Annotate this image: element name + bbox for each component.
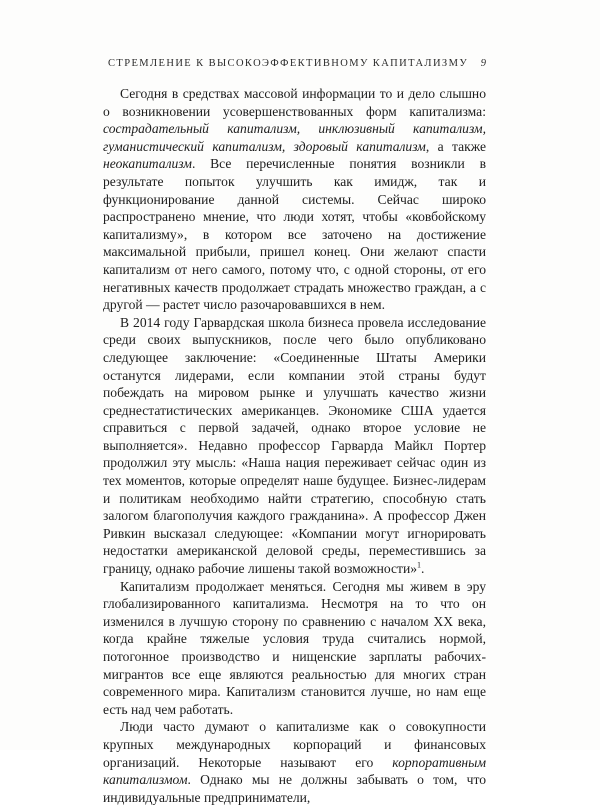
- paragraph-1-italic-neocapitalism: неокапитализм: [103, 156, 192, 172]
- paragraph-3: [103, 578, 486, 719]
- paragraph-1-text-c: . Все перечисленные понятия возникли в результате попыток улучшить как имидж, так и функционирование данной системы. Сейчас широко распространено мнение, что люди хотят, чтобы «ковбойскому капитализму», в котором все заточено на достижение максимальной прибыли, пришел конец. Они желают спасти капитализм от него самого, потому что, с одной стороны, от его негативных качеств продолжает страдать множество граждан, а с другой — растет число разочаровавшихся в нем.: [103, 156, 486, 313]
- paragraph-1: [103, 85, 486, 314]
- paragraph-4-italic-corporate: корпоративным капитализмом: [103, 754, 486, 788]
- paragraph-1-text-a: Сегодня в средствах массовой информации то и дело слышно о возникновении усовершенствованных форм капитализма:: [103, 86, 486, 119]
- paragraph-4: [103, 718, 486, 806]
- paragraph-1-text-b: , а также: [425, 138, 486, 154]
- paragraph-3-text: Капитализм продолжает меняться. Сегодня мы живем в эру глобализированного капитализма. Несмотря на то что он изменился в лучшую сторону по сравнению с началом XX века, когда крайне тяжелые условия труда считались нормой, потогонное производство и нищенские зарплаты рабочих-мигрантов все еще являются реальностью для многих стран современного мира. Капитализм становится лучше, но нам еще есть над чем работать.: [103, 578, 486, 717]
- body-text: [103, 85, 486, 806]
- paragraph-4-text-a: Люди часто думают о капитализме как о совокупности крупных международных корпораций и финансовых организаций. Некоторые называют его: [103, 719, 486, 770]
- running-header: [108, 58, 486, 72]
- paragraph-4-text-b: . Однако мы не должны забывать о том, что индивидуальные предприниматели,: [103, 772, 486, 805]
- paragraph-2-text-b: .: [421, 561, 425, 577]
- paragraph-1-italic-forms: сострадательный капитализм, инклюзивный капитализм, гуманистический капитализм, здоровый капитализм: [103, 121, 486, 154]
- running-title: СТРЕМЛЕНИЕ К ВЫСОКОЭФФЕКТИВНОМУ КАПИТАЛИЗМУ: [108, 58, 469, 69]
- paragraph-2-text-a: В 2014 году Гарвардская школа бизнеса провела исследование среди своих выпускников, после чего было опубликовано следующее заключение: «Соединенные Штаты Америки останутся лидерами, если компании этой страны будут побеждать на мировом рынке и улучшать качество жизни среднестатистических американцев. Экономике США удается справиться с первой задачей, однако второе условие не выполняется». Недавно профессор Гарварда Майкл Портер продолжил эту мысль: «Наша нация переживает сейчас один из тех моментов, которые определят наше будущее. Бизнес-лидерам и политикам необходимо найти стратегию, способную стать залогом благополучия каждого гражданина». А профессор Джен Ривкин высказал следующее: «Компании могут игнорировать недостатки американской деловой среды, переместившись за границу, однако рабочие лишены такой возможности»: [103, 314, 486, 577]
- paragraph-2: [103, 314, 486, 578]
- page-number: 9: [480, 58, 486, 69]
- footnote-marker: 1: [417, 560, 422, 570]
